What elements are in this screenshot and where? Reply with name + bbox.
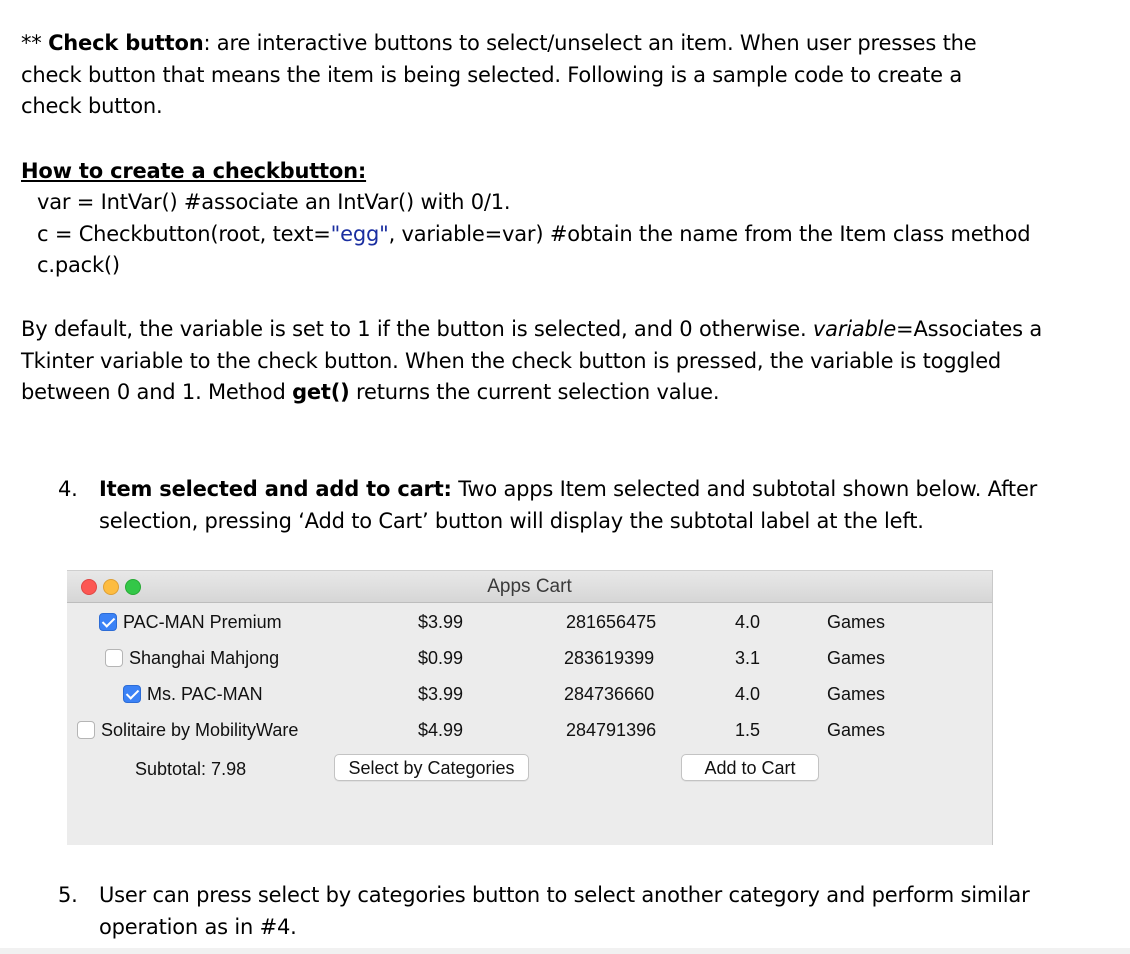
checkbox-row-3[interactable] (123, 684, 263, 705)
step-5 (58, 880, 1098, 943)
intro-prefix: ** (21, 31, 49, 55)
intro-term: Check button (48, 31, 204, 55)
checkbox-row-4[interactable] (77, 720, 298, 741)
code-line-2-a: c = Checkbutton(root, text= (37, 221, 331, 246)
app-category: Games (827, 612, 886, 632)
window-titlebar (67, 570, 992, 603)
app-name: Solitaire by MobilityWare (101, 720, 299, 740)
subtotal-label: Subtotal: 7.98 (135, 759, 247, 779)
default-part1: By default, the variable is set to 1 if the button is selected, and 0 otherwise. (21, 317, 813, 341)
howto-heading: How to create a checkbutton: (21, 159, 367, 183)
intro-text: : are interactive buttons to select/unselect an item. When user presses the check button that means the item is being selected. Following is a sample code to create a check button. (21, 31, 977, 118)
app-id: 284791396 (566, 720, 657, 740)
app-name: PAC-MAN Premium (123, 612, 282, 632)
checkbox-row-1[interactable] (99, 612, 282, 633)
step-4-bold: Item selected and add to cart: (99, 477, 452, 501)
app-category: Games (827, 648, 886, 668)
default-paragraph (21, 314, 1081, 409)
default-part3: returns the current selection value. (349, 380, 720, 404)
app-rating: 4.0 (735, 612, 761, 632)
app-category: Games (827, 684, 886, 704)
app-price: $4.99 (418, 720, 464, 740)
app-id: 284736660 (564, 684, 655, 704)
code-line-2 (37, 219, 1117, 251)
code-string-literal: "egg" (330, 221, 389, 246)
default-part2: =Associates a Tkinter variable to the check button. When the check button is pressed, the variable is toggled between 0 and 1. Method (21, 317, 1043, 404)
app-id: 281656475 (566, 612, 657, 632)
app-name: Shanghai Mahjong (129, 648, 280, 668)
step-4-body (99, 474, 1098, 537)
step-4-number: 4. (58, 477, 78, 501)
step-4-text: Two apps Item selected and subtotal shown below. After selection, pressing ‘Add to Cart’ button will display the subtotal label at the left. (99, 477, 1038, 533)
checkbox-checked-icon[interactable] (99, 613, 117, 631)
step-5-number: 5. (58, 883, 78, 907)
intro-paragraph (21, 28, 1021, 123)
code-line-3: c.pack() (37, 253, 120, 277)
window-title: Apps Cart (487, 576, 572, 597)
apps-cart-window (67, 570, 993, 845)
default-italic: variable (812, 317, 897, 341)
default-bold: get() (292, 380, 350, 404)
app-rating: 1.5 (735, 720, 761, 740)
app-rating: 3.1 (735, 648, 761, 668)
code-line-2-b: , variable=var) #obtain the name from the Item class method (388, 221, 1031, 246)
step-4 (58, 474, 1098, 537)
app-category: Games (827, 720, 886, 740)
select-by-categories-button[interactable]: Select by Categories (334, 754, 529, 781)
code-line-1: var = IntVar() #associate an IntVar() with 0/1. (37, 190, 511, 214)
add-to-cart-button[interactable]: Add to Cart (681, 754, 819, 781)
page-bottom-edge (0, 948, 1130, 954)
checkbox-unchecked-icon[interactable] (77, 721, 95, 739)
app-rating: 4.0 (735, 684, 761, 704)
app-price: $3.99 (418, 684, 464, 704)
code-block (37, 187, 1117, 282)
checkbox-checked-icon[interactable] (123, 685, 141, 703)
checkbox-unchecked-icon[interactable] (105, 649, 123, 667)
app-id: 283619399 (564, 648, 655, 668)
checkbox-row-2[interactable] (105, 648, 279, 669)
step-5-text: User can press select by categories button to select another category and perform similar operation as in #4. (99, 883, 1030, 939)
app-price: $0.99 (418, 648, 464, 668)
app-name: Ms. PAC-MAN (147, 684, 263, 704)
app-price: $3.99 (418, 612, 464, 632)
